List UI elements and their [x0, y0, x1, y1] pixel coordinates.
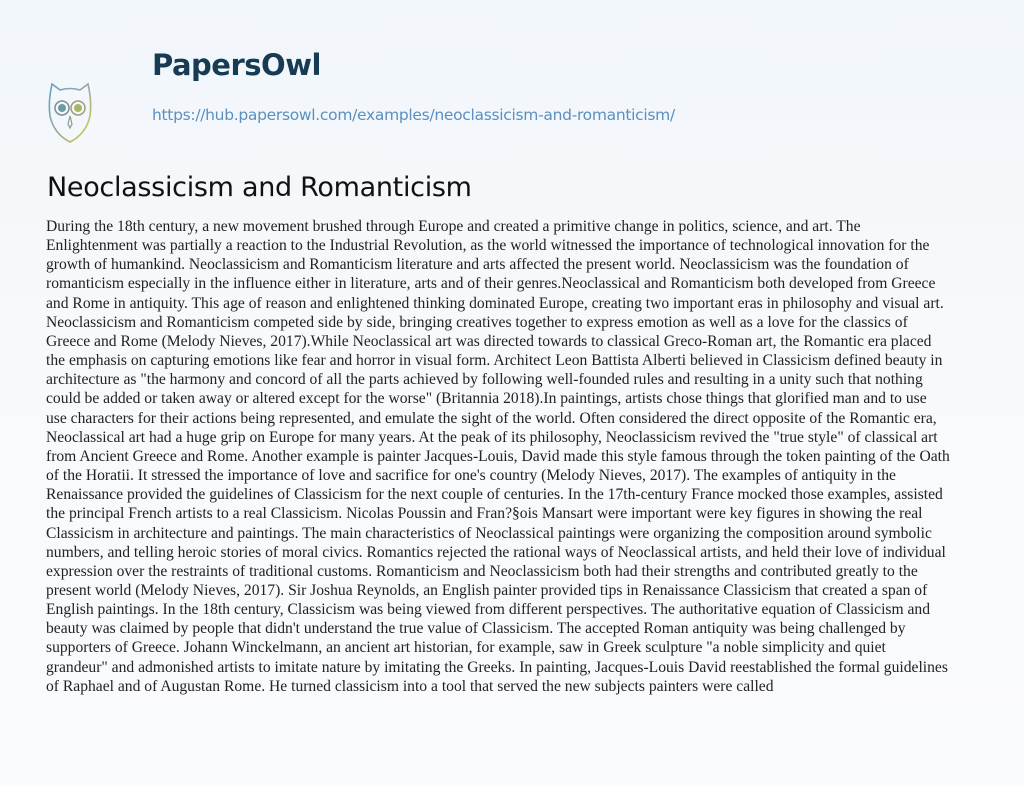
essay-line: the principal French artists to a real Classicism. Nicolas Poussin and Fran?§ois Mansart were important were key figures in showing the real: [46, 505, 923, 523]
essay-line: supporters of Greece. Johann Winckelmann, an ancient art historian, for example, saw in Greek sculpture "a noble simplicity and quiet: [46, 639, 886, 657]
essay-line: Enlightenment was partially a reaction to the Industrial Revolution, as the world witnessed the importance of technological innovation for the: [46, 237, 930, 255]
essay-line: Classicism in architecture and paintings. The main characteristics of Neoclassical paintings were organizing the composition around symbolic: [46, 524, 932, 542]
essay-line: from Ancient Greece and Rome. Another example is painter Jacques-Louis, David made this style famous through the token painting of the Oath: [46, 447, 950, 465]
essay-line: architecture as "the harmony and concord of all the parts achieved by following well-founded rules and resulting in a unity such that nothing: [46, 371, 923, 389]
essay-line: of the Horatii. It stressed the importance of love and sacrifice for one's country (Melody Nieves, 2017). The examples of antiquity in the: [46, 467, 896, 485]
essay-line: numbers, and telling heroic stories of moral civics. Romantics rejected the rational ways of Neoclassical artists, and held their love of individual: [46, 543, 946, 561]
owl-logo-icon: [48, 80, 92, 144]
essay-line: Greece and Rome (Melody Nieves, 2017).While Neoclassical art was directed towards to classical Greco-Roman art, the Romantic era placed: [46, 332, 932, 350]
brand-name[interactable]: PapersOwl: [152, 48, 321, 82]
essay-line: use characters for their actions being represented, and emulate the sight of the world. Often considered the direct opposite of the Romantic era,: [46, 409, 937, 427]
essay-line: During the 18th century, a new movement brushed through Europe and created a primitive change in politics, science, and art. The: [46, 218, 861, 235]
page-url-link[interactable]: https://hub.papersowl.com/examples/neoclassicism-and-romanticism/: [152, 106, 675, 124]
essay-line: the emphasis on capturing emotions like fear and horror in visual form. Architect Leon Battista Alberti believed in Classicism defined beauty in: [46, 352, 943, 370]
essay-line: and Rome in antiquity. This age of reason and enlightened thinking dominated Europe, creating two important eras in philosophy and visual art.: [46, 294, 944, 312]
essay-line: could be added or taken away or altered except for the worse" (Britannia 2018).In paintings, artists chose things that glorified man and to use: [46, 390, 927, 408]
essay-line: Neoclassical art had a huge grip on Europe for many years. At the peak of its philosophy, Neoclassicism revived the "true style" of classical art: [46, 428, 938, 446]
essay-line: growth of humankind. Neoclassicism and Romanticism literature and arts affected the present world. Neoclassicism was the foundation of: [46, 256, 909, 274]
essay-line: beauty was claimed by people that didn't understand the true value of Classicism. The accepted Roman antiquity was being challenged by: [46, 620, 906, 638]
essay-line: grandeur" and admonished artists to imitate nature by imitating the Greeks. In painting, Jacques-Louis David reestablished the formal guidelines: [46, 658, 948, 676]
essay-line: English paintings. In the 18th century, Classicism was being viewed from different perspectives. The authoritative equation of Classicism and: [46, 601, 931, 619]
essay-line: of Raphael and of Augustan Rome. He turned classicism into a tool that served the new subjects painters were called: [46, 677, 774, 695]
essay-body: [46, 217, 1006, 696]
essay-line: Neoclassicism and Romanticism competed side by side, bringing creatives together to express emotion as well as a love for the classics of: [46, 313, 908, 331]
essay-line: expression over the restraints of traditional customs. Romanticism and Neoclassicism both had their strengths and contributed greatly to the: [46, 562, 918, 580]
essay-line: romanticism especially in the influence either in literature, arts and of their genres.Neoclassical and Romanticism both developed from Greece: [46, 275, 936, 293]
page-title: Neoclassicism and Romanticism: [47, 172, 472, 203]
essay-line: present world (Melody Nieves, 2017). Sir Joshua Reynolds, an English painter provided tips in Renaissance Classicism that created a span of: [46, 581, 928, 599]
essay-line: Renaissance provided the guidelines of Classicism for the next couple of centuries. In the 17th-century France mocked those examples, assisted: [46, 486, 943, 504]
